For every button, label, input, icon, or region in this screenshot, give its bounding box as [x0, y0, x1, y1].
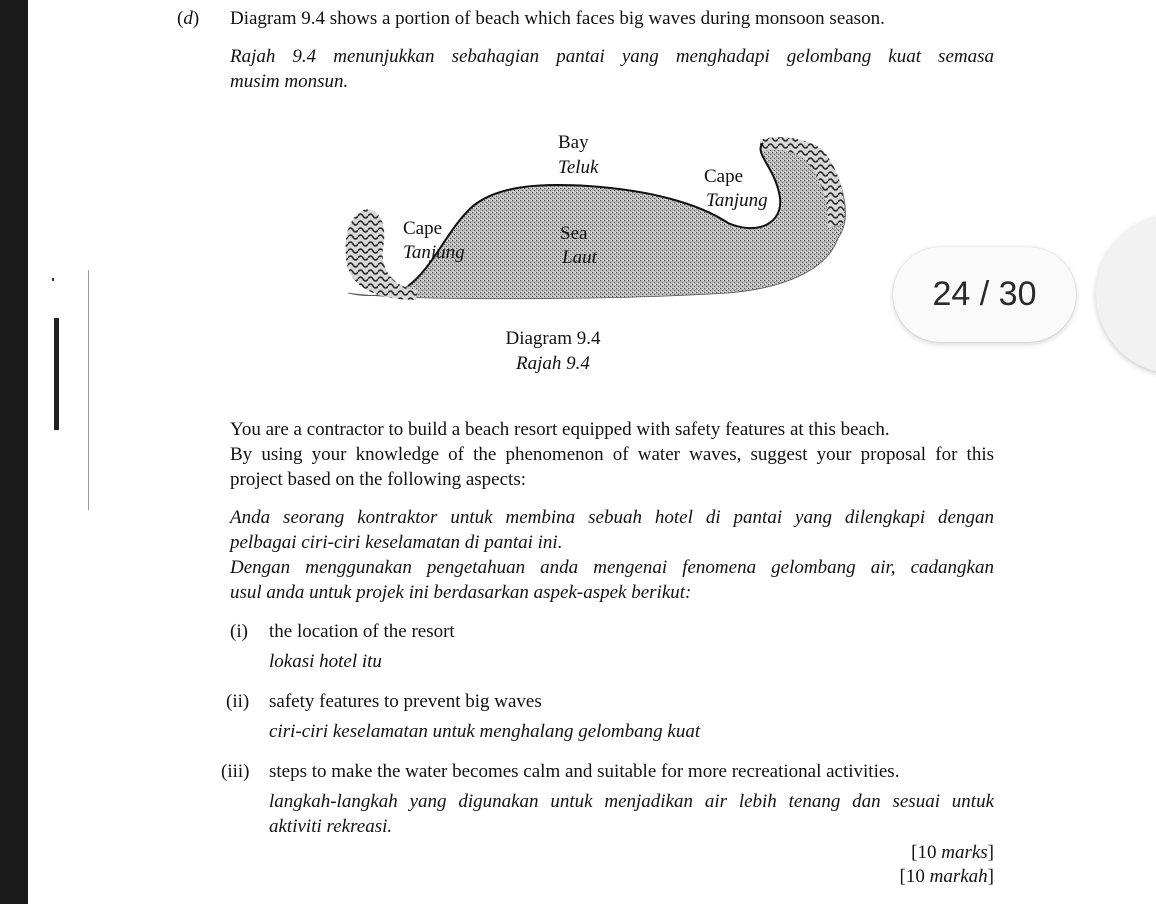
task-ms-line3: Dengan menggunakan pengetahuan anda mengenai fenomena gelombang air, cadangkan — [230, 557, 994, 578]
beach-diagram — [308, 128, 848, 308]
aspect-3-number: (iii) — [221, 761, 250, 782]
label-cape-right-ms: Tanjung — [706, 190, 768, 211]
aspect-2-en: safety features to prevent big waves — [269, 691, 542, 712]
scan-mark — [52, 278, 54, 281]
label-cape-left-ms: Tanjung — [403, 242, 465, 263]
question-intro-ms-cont: musim monsun. — [230, 71, 349, 92]
marks-en: [10 marks] — [911, 842, 994, 863]
label-sea-en: Sea — [560, 223, 588, 244]
marks-ms: [10 markah] — [899, 866, 994, 887]
part-label: (d) — [177, 8, 200, 29]
label-sea-ms: Laut — [562, 247, 597, 268]
aspect-1-en: the location of the resort — [269, 621, 455, 642]
aspect-2-ms: ciri-ciri keselamatan untuk menghalang gelombang kuat — [269, 721, 701, 742]
question-intro-en: Diagram 9.4 shows a portion of beach which faces big waves during monsoon season. — [230, 8, 885, 29]
diagram-caption-ms: Rajah 9.4 — [516, 353, 590, 374]
diagram-caption-en: Diagram 9.4 — [505, 328, 601, 349]
scan-mark — [54, 318, 59, 430]
label-cape-right-en: Cape — [704, 166, 744, 187]
document-page — [28, 0, 1156, 904]
task-ms-line2: pelbagai ciri-ciri keselamatan di pantai ini. — [230, 532, 563, 553]
aspect-3-ms-line1: langkah-langkah yang digunakan untuk menjadikan air lebih tenang dan sesuai untuk — [269, 791, 994, 812]
task-en-line1: You are a contractor to build a beach resort equipped with safety features at this beach. — [230, 419, 890, 440]
label-cape-left-en: Cape — [403, 218, 443, 239]
question-intro-ms: Rajah 9.4 menunjukkan sebahagian pantai yang menghadapi gelombang kuat semasa — [230, 46, 994, 67]
aspect-1-number: (i) — [230, 621, 248, 642]
aspect-1-ms: lokasi hotel itu — [269, 651, 382, 672]
task-en-line3: project based on the following aspects: — [230, 469, 527, 490]
label-bay-en: Bay — [558, 132, 589, 153]
aspect-2-number: (ii) — [226, 691, 250, 712]
task-ms-line1: Anda seorang kontraktor untuk membina sebuah hotel di pantai yang dilengkapi dengan — [230, 507, 994, 528]
page-counter: 24 / 30 — [893, 247, 1076, 342]
label-bay-ms: Teluk — [558, 157, 599, 178]
aspect-3-en: steps to make the water becomes calm and suitable for more recreational activities. — [269, 761, 900, 782]
task-en-line2: By using your knowledge of the phenomenon of water waves, suggest your proposal for this — [230, 444, 994, 465]
aspect-3-ms-line2: aktiviti rekreasi. — [269, 816, 393, 837]
scan-mark — [88, 270, 89, 510]
task-ms-line4: usul anda untuk projek ini berdasarkan aspek-aspek berikut: — [230, 582, 692, 603]
